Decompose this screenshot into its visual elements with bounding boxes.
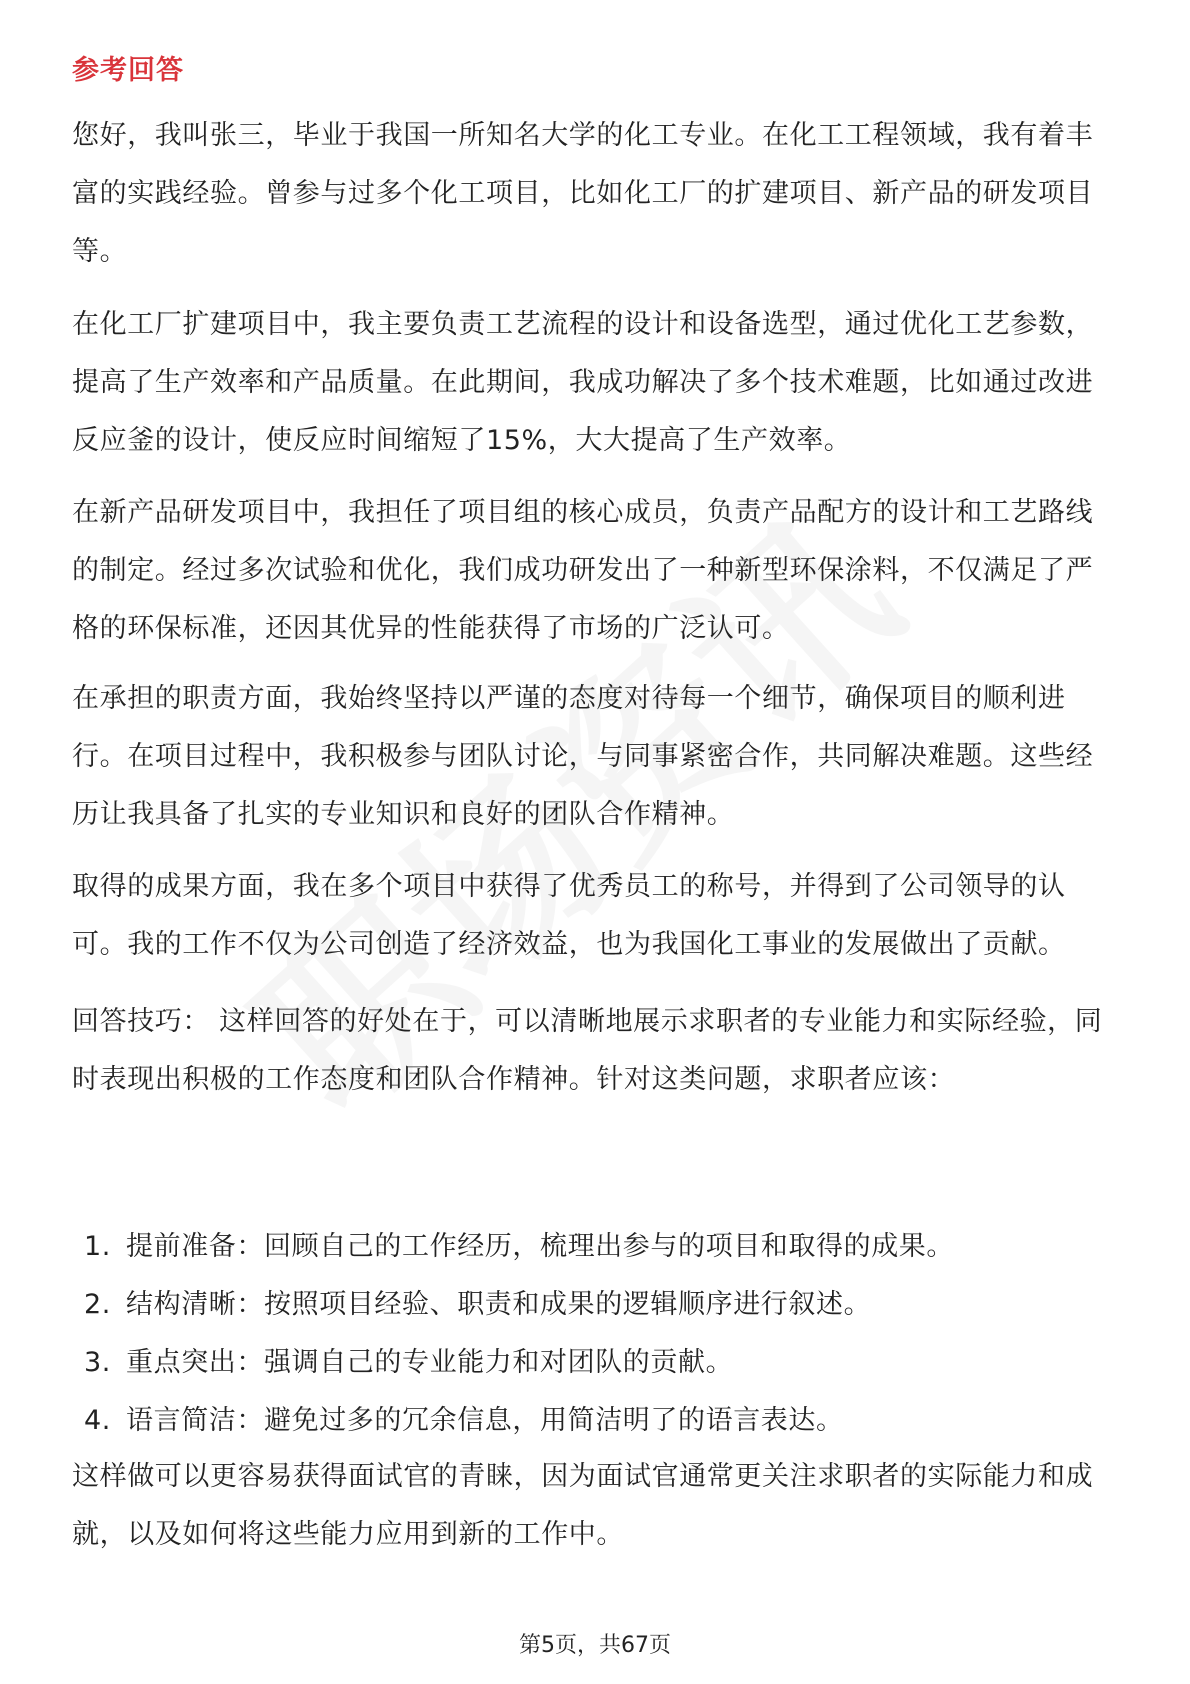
list-text: 重点突出：强调自己的专业能力和对团队的贡献。 [126, 1347, 734, 1378]
list-text: 提前准备：回顾自己的工作经历，梳理出参与的项目和取得的成果。 [126, 1231, 954, 1262]
paragraph-responsibilities: 在承担的职责方面，我始终坚持以严谨的态度对待每一个细节，确保项目的顺利进行。在项目过程中，我积极参与团队讨论，与同事紧密合作，共同解决难题。这些经历让我具备了扎实的专业知识和良好的团队合作精神。 [72, 683, 1094, 830]
list-number: 3. [84, 1347, 111, 1378]
paragraph-achievements: 取得的成果方面，我在多个项目中获得了优秀员工的称号，并得到了公司领导的认可。我的工作不仅为公司创造了经济效益，也为我国化工事业的发展做出了贡献。 [72, 871, 1066, 960]
list-item [84, 1392, 1114, 1450]
list-item [84, 1334, 1114, 1392]
list-item [84, 1276, 1114, 1334]
list-text: 语言简洁：避免过多的冗余信息，用简洁明了的语言表达。 [126, 1405, 844, 1436]
list-text: 结构清晰：按照项目经验、职责和成果的逻辑顺序进行叙述。 [126, 1289, 872, 1320]
section-heading: 参考回答 [72, 55, 184, 86]
list-number: 1. [84, 1231, 111, 1262]
paragraph-answer-tips: 回答技巧： 这样回答的好处在于，可以清晰地展示求职者的专业能力和实际经验，同时表现出积极的工作态度和团队合作精神。针对这类问题，求职者应该： [72, 1006, 1103, 1095]
page-number: 第5页，共67页 [519, 1633, 671, 1658]
paragraph-intro: 您好，我叫张三，毕业于我国一所知名大学的化工专业。在化工工程领域，我有着丰富的实践经验。曾参与过多个化工项目，比如化工厂的扩建项目、新产品的研发项目等。 [72, 120, 1094, 267]
list-number: 4. [84, 1405, 111, 1436]
paragraph-closing: 这样做可以更容易获得面试官的青睐，因为面试官通常更关注求职者的实际能力和成就，以及如何将这些能力应用到新的工作中。 [72, 1461, 1094, 1550]
paragraph-rnd-project: 在新产品研发项目中，我担任了项目组的核心成员，负责产品配方的设计和工艺路线的制定。经过多次试验和优化，我们成功研发出了一种新型环保涂料，不仅满足了严格的环保标准，还因其优异的性能获得了市场的广泛认可。 [72, 497, 1094, 644]
paragraph-expansion-project: 在化工厂扩建项目中，我主要负责工艺流程的设计和设备选型，通过优化工艺参数，提高了生产效率和产品质量。在此期间，我成功解决了多个技术难题，比如通过改进反应釜的设计，使反应时间缩短了15%，大大提高了生产效率。 [72, 309, 1094, 456]
tips-list [84, 1218, 1114, 1450]
list-item [84, 1218, 1114, 1276]
list-number: 2. [84, 1289, 111, 1320]
